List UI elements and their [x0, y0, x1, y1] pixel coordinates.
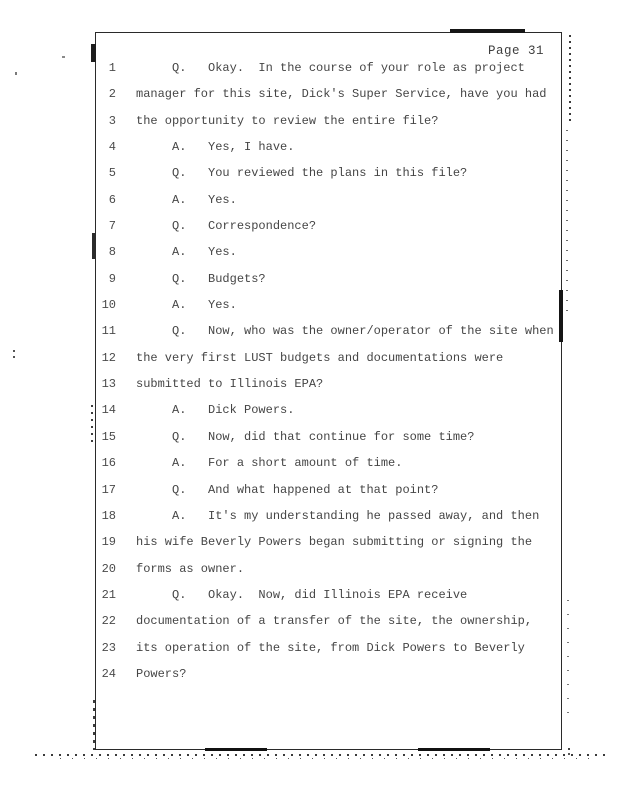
- transcript-lines: [96, 55, 561, 687]
- transcript-content: [96, 33, 561, 749]
- line-number: 8: [108, 245, 116, 260]
- line-number: 21: [101, 587, 116, 602]
- line-number: 3: [108, 113, 116, 128]
- transcript-line: [96, 266, 561, 292]
- line-number: 11: [101, 324, 116, 339]
- line-number: 24: [101, 666, 116, 681]
- scan-artifact: [450, 29, 525, 33]
- line-text: Q. Now, did that continue for some time?: [136, 429, 475, 444]
- transcript-line: [96, 582, 561, 608]
- line-text: Q. Now, who was the owner/operator of the site when: [136, 324, 554, 339]
- line-text: Q. And what happened at that point?: [136, 482, 439, 497]
- transcript-line: [96, 371, 561, 397]
- line-number: 22: [101, 614, 116, 629]
- line-number: 9: [108, 271, 116, 286]
- transcript-line: [96, 556, 561, 582]
- line-text: Q. Correspondence?: [136, 219, 317, 234]
- transcript-line: [96, 239, 561, 265]
- scan-artifact: [91, 44, 96, 62]
- line-text: the very first LUST budgets and documentations were: [136, 350, 504, 365]
- scan-speckle: [568, 748, 570, 750]
- scan-artifact: [60, 758, 600, 759]
- line-text: his wife Beverly Powers began submitting or signing the: [136, 535, 533, 550]
- line-number: 6: [108, 192, 116, 207]
- transcript-line: [96, 503, 561, 529]
- line-text: A. Dick Powers.: [136, 403, 295, 418]
- transcript-line: [96, 108, 561, 134]
- transcript-line: [96, 529, 561, 555]
- transcript-line: [96, 345, 561, 371]
- scan-speckle: [15, 72, 17, 75]
- line-text: the opportunity to review the entire file?: [136, 113, 439, 128]
- transcript-line: [96, 318, 561, 344]
- line-text: A. Yes, I have.: [136, 140, 295, 155]
- scan-artifact: [567, 600, 569, 720]
- line-text: forms as owner.: [136, 561, 245, 576]
- line-text: its operation of the site, from Dick Powers to Beverly: [136, 640, 525, 655]
- line-number: 18: [101, 508, 116, 523]
- line-text: Q. You reviewed the plans in this file?: [136, 166, 468, 181]
- transcript-line: [96, 55, 561, 81]
- line-text: A. Yes.: [136, 245, 237, 260]
- line-text: Q. Okay. In the course of your role as project: [136, 61, 525, 75]
- transcript-line: [96, 608, 561, 634]
- scan-artifact: [92, 233, 95, 259]
- transcript-line: [96, 450, 561, 476]
- line-number: 1: [108, 61, 116, 75]
- line-text: A. Yes.: [136, 298, 237, 313]
- page-number-label: Page 31: [487, 44, 544, 58]
- line-text: Q. Okay. Now, did Illinois EPA receive: [136, 587, 468, 602]
- transcript-border-box: [95, 32, 562, 750]
- transcript-line: [96, 81, 561, 107]
- line-number: 4: [108, 140, 116, 155]
- transcript-line: [96, 187, 561, 213]
- transcript-line: [96, 661, 561, 687]
- transcript-line: [96, 160, 561, 186]
- scan-artifact: [569, 35, 571, 125]
- transcript-line: [96, 134, 561, 160]
- line-number: 2: [108, 87, 116, 102]
- line-number: 14: [101, 403, 116, 418]
- scan-artifact: [93, 700, 95, 750]
- scan-artifact: [91, 405, 93, 447]
- transcript-line: [96, 477, 561, 503]
- transcript-line: [96, 397, 561, 423]
- line-number: 23: [101, 640, 116, 655]
- line-number: 7: [108, 219, 116, 234]
- line-number: 16: [101, 456, 116, 471]
- line-text: manager for this site, Dick's Super Service, have you had: [136, 87, 547, 102]
- line-text: Powers?: [136, 666, 187, 681]
- scan-artifact: [559, 290, 563, 342]
- transcript-line: [96, 292, 561, 318]
- line-number: 12: [101, 350, 116, 365]
- transcript-line: [96, 213, 561, 239]
- line-text: Q. Budgets?: [136, 271, 266, 286]
- scan-artifact: [418, 748, 490, 751]
- line-text: A. Yes.: [136, 192, 237, 207]
- scan-artifact: [35, 754, 610, 756]
- line-number: 20: [101, 561, 116, 576]
- scan-artifact: [566, 130, 568, 320]
- line-number: 10: [101, 298, 116, 313]
- line-number: 15: [101, 429, 116, 444]
- line-text: A. It's my understanding he passed away, and then: [136, 508, 540, 523]
- line-number: 17: [101, 482, 116, 497]
- scan-speckle: [13, 350, 15, 352]
- line-text: A. For a short amount of time.: [136, 456, 403, 471]
- line-text: submitted to Illinois EPA?: [136, 377, 324, 392]
- scan-artifact: [205, 748, 267, 751]
- line-number: 19: [101, 535, 116, 550]
- transcript-line: [96, 424, 561, 450]
- line-text: documentation of a transfer of the site, the ownership,: [136, 614, 533, 629]
- scan-speckle: [62, 56, 65, 58]
- transcript-line: [96, 635, 561, 661]
- line-number: 5: [108, 166, 116, 181]
- line-number: 13: [101, 377, 116, 392]
